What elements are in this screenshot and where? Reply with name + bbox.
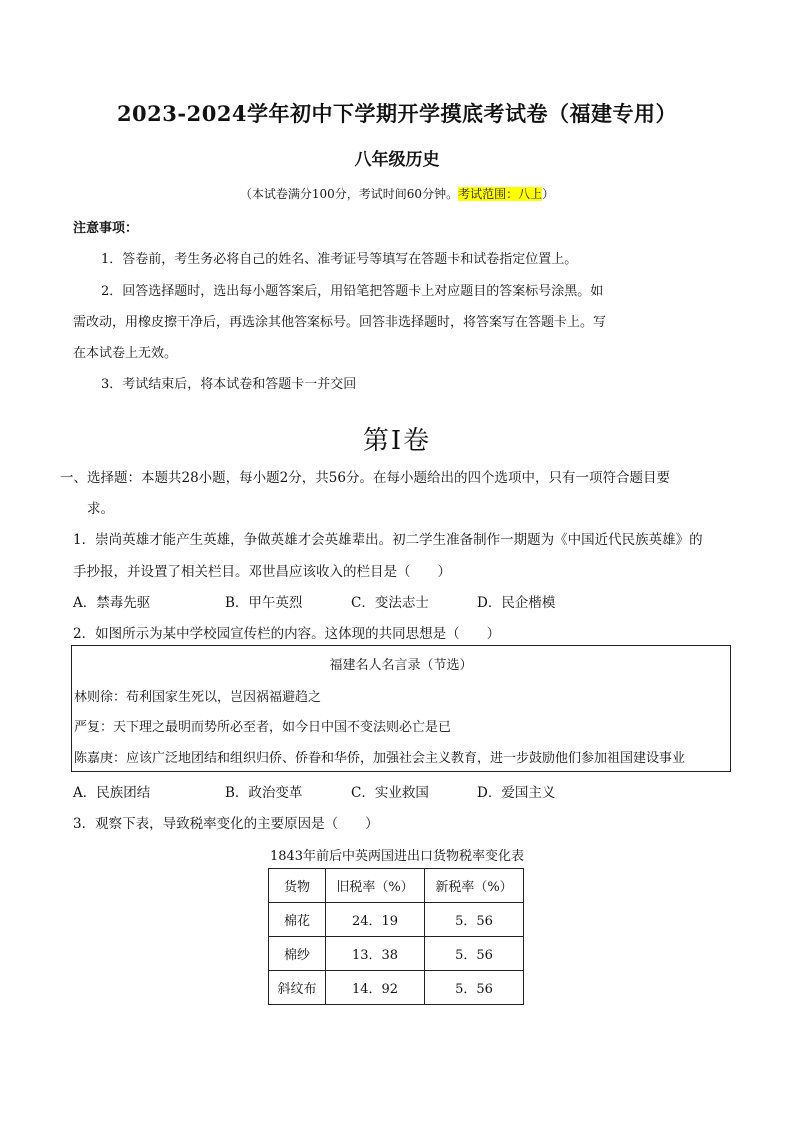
question-1-stem-cont: 手抄报，并设置了相关栏目。邓世昌应该收入的栏目是（ ） xyxy=(73,564,451,580)
question-1-options xyxy=(73,591,555,611)
option-a: A．民族团结 xyxy=(73,785,151,801)
notice-line: 3．考试结束后，将本试卷和答题卡一并交回 xyxy=(101,377,357,392)
section-instruction: 一、选择题：本题共28小题，每小题2分，共56分。在每小题给出的四个选项中，只有一项符合题目要 xyxy=(60,470,670,486)
option-c: C．变法志士 xyxy=(351,595,429,611)
notice-line: 在本试卷上无效。 xyxy=(73,346,178,361)
option-d: D．民企楷模 xyxy=(477,595,556,611)
notice-line: 1．答卷前，考生务必将自己的姓名、准考证号等填写在答题卡和试卷指定位置上。 xyxy=(101,252,578,267)
note-prefix: （本试卷满分100分，考试时间60分钟。 xyxy=(239,187,459,201)
table-cell: 棉纱 xyxy=(269,937,326,971)
table-cell: 14．92 xyxy=(326,971,425,1005)
volume-title: 第Ⅰ卷 xyxy=(362,426,432,456)
quote-box xyxy=(71,645,731,772)
table-cell: 5．56 xyxy=(425,971,524,1005)
note-suffix: ） xyxy=(542,187,555,201)
table-caption: 1843年前后中英两国进出口货物税率变化表 xyxy=(269,849,525,864)
option-a: A．禁毒先驱 xyxy=(73,595,151,611)
question-3-stem: 3．观察下表，导致税率变化的主要原因是（ ） xyxy=(73,816,379,832)
quote-line: 林则徐：苟利国家生死以，岂因祸福避趋之 xyxy=(74,690,322,705)
exam-note xyxy=(0,185,794,202)
option-d: D．爱国主义 xyxy=(477,785,556,801)
notice-line: 2．回答选择题时，选出每小题答案后，用铅笔把答题卡上对应题目的答案标号涂黑。如 xyxy=(101,284,604,299)
table-row xyxy=(269,903,524,937)
quote-line: 严复：天下理之最明而势所必至者，如今日中国不变法则必亡是已 xyxy=(74,720,452,735)
tax-rate-table xyxy=(268,868,524,1005)
exam-subtitle: 八年级历史 xyxy=(354,150,440,170)
option-c: C．实业救国 xyxy=(351,785,429,801)
note-highlight: 考试范围：八上 xyxy=(458,187,543,201)
table-row xyxy=(269,937,524,971)
quote-line: 陈嘉庚：应该广泛地团结和组织归侨、侨眷和华侨，加强社会主义教育，进一步鼓励他们参加祖国建设事业 xyxy=(74,751,686,766)
question-2-stem: 2．如图所示为某中学校园宣传栏的内容。这体现的共同思想是（ ） xyxy=(73,626,501,642)
question-2-options xyxy=(73,781,555,801)
table-cell: 5．56 xyxy=(425,937,524,971)
option-b: B．甲午英烈 xyxy=(225,595,303,611)
quote-box-title: 福建名人名言录（节选） xyxy=(329,658,473,673)
table-cell: 斜纹布 xyxy=(269,971,326,1005)
notice-line: 需改动，用橡皮擦干净后，再选涂其他答案标号。回答非选择题时，将答案写在答题卡上。写 xyxy=(73,315,607,330)
table-header: 新税率（%） xyxy=(425,869,524,903)
table-row xyxy=(269,971,524,1005)
exam-title: 2023-2024学年初中下学期开学摸底考试卷（福建专用） xyxy=(116,101,678,126)
option-b: B．政治变革 xyxy=(225,785,303,801)
table-header: 旧税率（%） xyxy=(326,869,425,903)
question-1-stem: 1．崇尚英雄才能产生英雄，争做英雄才会英雄辈出。初二学生准备制作一期题为《中国近代民族英雄》的 xyxy=(73,532,703,548)
table-header: 货物 xyxy=(269,869,326,903)
table-cell: 24．19 xyxy=(326,903,425,937)
table-cell: 棉花 xyxy=(269,903,326,937)
notice-title: 注意事项： xyxy=(73,221,139,236)
table-header-row xyxy=(269,869,524,903)
section-instruction-cont: 求。 xyxy=(87,501,114,517)
table-cell: 5．56 xyxy=(425,903,524,937)
table-cell: 13．38 xyxy=(326,937,425,971)
